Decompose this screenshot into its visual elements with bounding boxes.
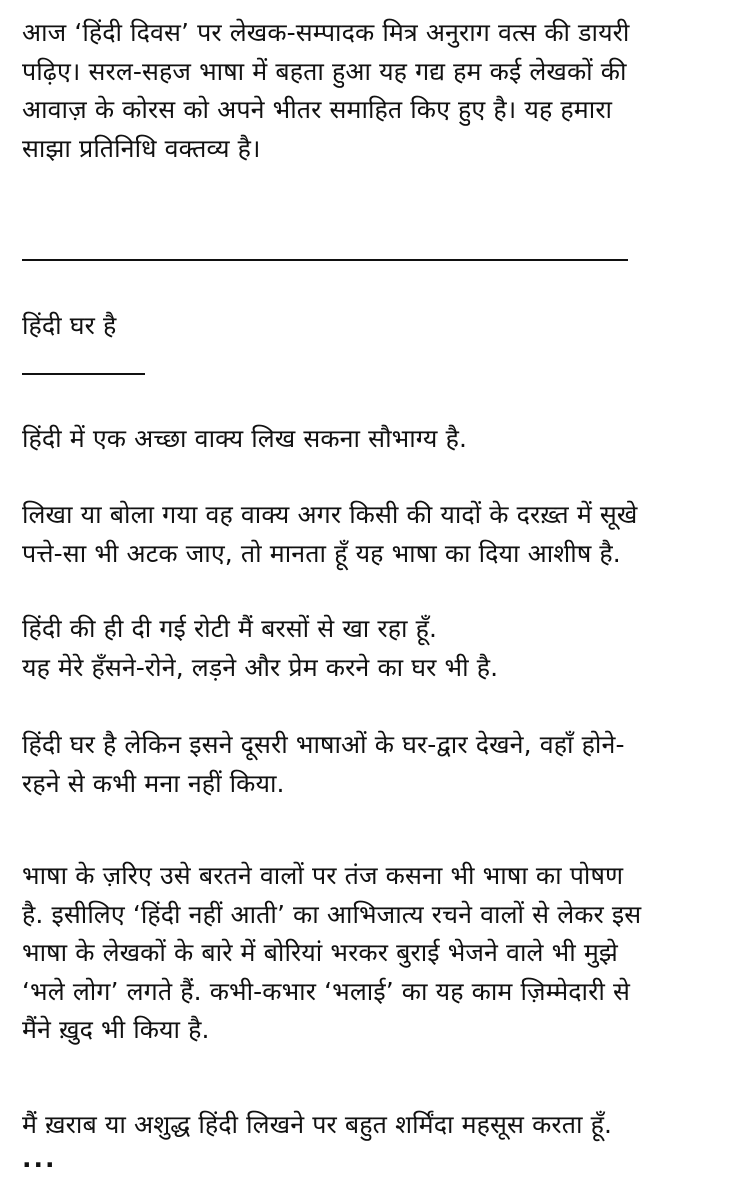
- diary-paragraph-6: [22, 1106, 722, 1173]
- intro-line: साझा प्रतिनिधि वक्तव्य है।: [22, 133, 261, 163]
- diary-paragraph-1: [22, 420, 722, 459]
- diary-paragraph-5: [22, 857, 722, 1050]
- diary-title: [22, 307, 722, 346]
- paragraph-line: भाषा के लेखकों के बारे में बोरियां भरकर बुराई भेजने वाले भी मुझे: [22, 938, 618, 967]
- paragraph-line: हिंदी घर है लेकिन इसने दूसरी भाषाओं के घर-द्वार देखने, वहाँ होने-: [22, 730, 625, 759]
- intro-line: आवाज़ के कोरस को अपने भीतर समाहित किए हुए है। यह हमारा: [22, 95, 613, 124]
- diary-paragraph-4: [22, 726, 722, 803]
- paragraph-line: भाषा के ज़रिए उसे बरतने वालों पर तंज कसना भी भाषा का पोषण: [22, 861, 624, 890]
- paragraph-line: हिंदी में एक अच्छा वाक्य लिख सकना सौभाग्य है.: [22, 424, 467, 453]
- section-divider: [22, 259, 628, 261]
- paragraph-line: मैं ख़राब या अशुद्ध हिंदी लिखने पर बहुत शर्मिंदा महसूस करता हूँ.: [22, 1110, 612, 1139]
- paragraph-ellipsis: ...: [22, 1143, 57, 1173]
- paragraph-line: रहने से कभी मना नहीं किया.: [22, 768, 285, 798]
- paragraph-line: मैंने ख़ुद भी किया है.: [22, 1015, 210, 1044]
- paragraph-line: यह मेरे हँसने-रोने, लड़ने और प्रेम करने का घर भी है.: [22, 652, 499, 682]
- paragraph-line: हिंदी की ही दी गई रोटी मैं बरसों से खा रहा हूँ.: [22, 614, 438, 643]
- intro-line: पढ़िए। सरल-सहज भाषा में बहता हुआ यह गद्य हम कई लेखकों की: [22, 56, 627, 86]
- paragraph-line: लिखा या बोला गया वह वाक्य अगर किसी की यादों के दरख़्त में सूखे: [22, 500, 638, 529]
- diary-paragraph-2: [22, 496, 722, 573]
- paragraph-line: पत्ते-सा भी अटक जाए, तो मानता हूँ यह भाषा का दिया आशीष है.: [22, 538, 621, 568]
- paragraph-line: ‘भले लोग’ लगते हैं. कभी-कभार ‘भलाई’ का यह काम ज़िम्मेदारी से: [22, 976, 630, 1006]
- title-underline: [22, 373, 145, 375]
- intro-paragraph: [22, 14, 722, 168]
- diary-title-text: हिंदी घर है: [22, 311, 117, 340]
- paragraph-line: है. इसीलिए ‘हिंदी नहीं आती’ का आभिजात्य रचने वालों से लेकर इस: [22, 899, 642, 929]
- intro-line: आज ‘हिंदी दिवस’ पर लेखक-सम्पादक मित्र अनुराग वत्स की डायरी: [22, 18, 630, 47]
- diary-paragraph-3: [22, 610, 722, 687]
